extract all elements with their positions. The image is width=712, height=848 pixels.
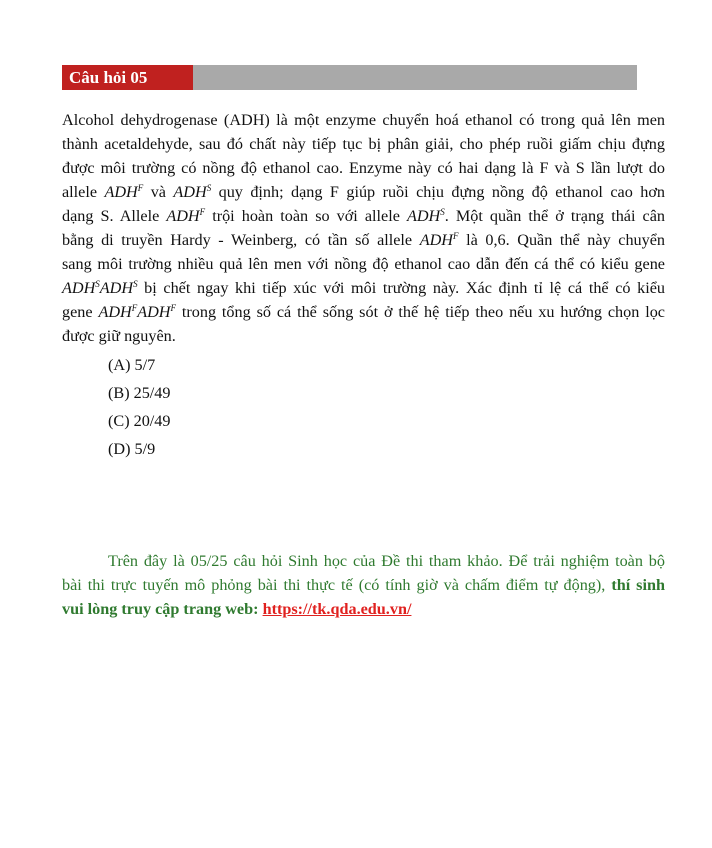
footer-line: Trên đây là 05/25 câu hỏi Sinh học của Đề thi tham khảo. Để trải nghiệm toàn bộ bbox=[108, 552, 665, 570]
option-b: (B) 25/49 bbox=[108, 384, 171, 402]
allele-symbol: $ADH^F$ bbox=[166, 207, 206, 225]
question-line: dạng S. Allele $ADH^F$ trội hoàn toàn so với allele $ADH^S$. Một quần thể ở trạng thái cân bbox=[62, 207, 665, 225]
question-header-bar bbox=[62, 65, 637, 90]
genotype-symbol: $ADH^FADH^F$ bbox=[98, 303, 176, 321]
question-line: bằng di truyền Hardy - Weinberg, có tần số allele $ADH^F$ là 0,6. Quần thể này chuyển bbox=[62, 231, 666, 249]
question-line: allele $ADH^F$ và $ADH^S$ quy định; dạng F giúp ruồi chịu đựng nồng độ ethanol cao hơn bbox=[62, 183, 665, 201]
option-a: (A) 5/7 bbox=[108, 356, 156, 374]
allele-symbol: $ADH^S$ bbox=[173, 183, 212, 201]
allele-symbol: $ADH^F$ bbox=[104, 183, 144, 201]
question-number-label: Câu hỏi 05 bbox=[62, 65, 193, 90]
question-line: được giữ nguyên. bbox=[62, 327, 176, 345]
question-text bbox=[62, 108, 665, 348]
question-line: $ADH^SADH^S$ bị chết ngay khi tiếp xúc với môi trường này. Xác định tỉ lệ cá thể có kiểu bbox=[62, 279, 665, 297]
question-line: thành acetaldehyde, sau đó chất này tiếp tục bị phân giải, cho phép ruồi giấm chịu đựng bbox=[62, 135, 665, 153]
website-link[interactable]: https://tk.qda.edu.vn/ bbox=[262, 600, 412, 618]
footer-note bbox=[62, 549, 665, 621]
footer-line: bài thi trực tuyến mô phỏng bài thi thực tế (có tính giờ và chấm điểm tự động), thí sinh bbox=[62, 576, 665, 594]
allele-symbol: $ADH^F$ bbox=[419, 231, 459, 249]
answer-options bbox=[108, 353, 171, 465]
genotype-symbol: $ADH^SADH^S$ bbox=[62, 279, 138, 297]
question-line: gene $ADH^FADH^F$ trong tổng số cá thể sống sót ở thế hệ tiếp theo nếu xu hướng chọn lọc bbox=[62, 303, 665, 321]
question-line: Alcohol dehydrogenase (ADH) là một enzyme chuyển hoá ethanol có trong quả lên men bbox=[62, 111, 665, 129]
option-d: (D) 5/9 bbox=[108, 440, 156, 458]
question-line: sang môi trường nhiều quả lên men với nồng độ ethanol cao dẫn đến cá thể có kiểu gene bbox=[62, 255, 665, 273]
footer-line: vui lòng truy cập trang web: https://tk.qda.edu.vn/ bbox=[62, 600, 412, 618]
allele-symbol: $ADH^S$ bbox=[406, 207, 445, 225]
question-line: được môi trường có nồng độ ethanol cao. Enzyme này có hai dạng là F và S lần lượt do bbox=[62, 159, 665, 177]
option-c: (C) 20/49 bbox=[108, 412, 171, 430]
